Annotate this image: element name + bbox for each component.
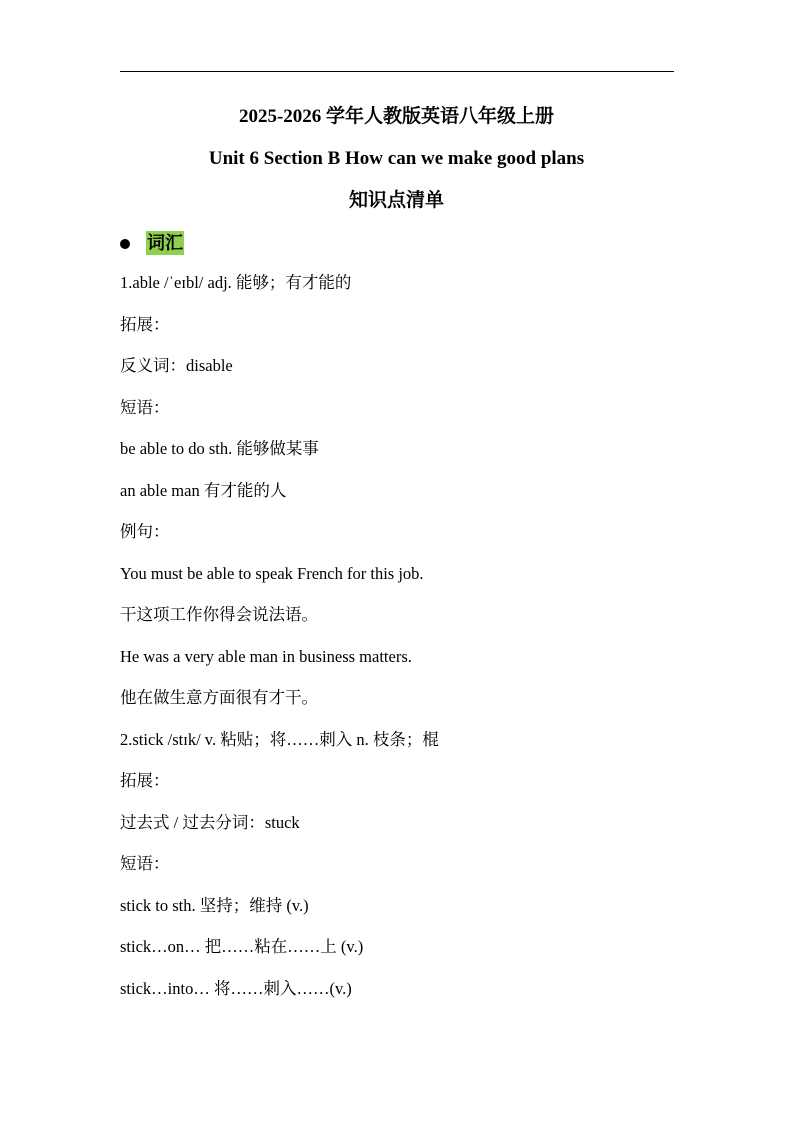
section-heading bbox=[120, 230, 184, 256]
unit-title: Unit 6 Section B How can we make good plans bbox=[208, 148, 585, 169]
text-line: stick to sth. 坚持；维持 (v.) bbox=[120, 895, 309, 915]
text-line: 短语： bbox=[120, 854, 170, 873]
text-line: be able to do sth. 能够做某事 bbox=[120, 439, 319, 458]
bullet-icon bbox=[120, 239, 130, 249]
text-line: stick…on… 把……粘在……上 (v.) bbox=[120, 937, 364, 956]
text-line: stick…into… 将……刺入……(v.) bbox=[120, 978, 352, 998]
section-label: 词汇 bbox=[147, 233, 183, 253]
text-line: 1.able /ˈeɪbl/ adj. 能够；有才能的 bbox=[120, 273, 352, 292]
vocabulary-list bbox=[120, 271, 680, 1018]
document-title: 2025-2026 学年人教版英语八年级上册 bbox=[238, 106, 555, 127]
text-line: an able man 有才能的人 bbox=[120, 480, 287, 500]
text-line: He was a very able man in business matters. bbox=[120, 646, 412, 666]
text-line: 短语： bbox=[120, 397, 170, 417]
text-line: 他在做生意方面很有才干。 bbox=[120, 688, 318, 707]
text-line: 干这项工作你得会说法语。 bbox=[120, 605, 318, 624]
subtitle: 知识点清单 bbox=[348, 190, 444, 211]
text-line: 拓展： bbox=[120, 314, 170, 334]
text-line: You must be able to speak French for this job. bbox=[120, 563, 424, 583]
text-line: 过去式 / 过去分词：stuck bbox=[120, 812, 300, 832]
text-line: 反义词：disable bbox=[120, 356, 233, 375]
text-line: 拓展： bbox=[120, 771, 170, 790]
text-line: 例句： bbox=[120, 522, 170, 541]
text-line: 2.stick /stɪk/ v. 粘贴；将……刺入 n. 枝条；棍 bbox=[120, 729, 439, 749]
header-rule bbox=[120, 71, 674, 72]
